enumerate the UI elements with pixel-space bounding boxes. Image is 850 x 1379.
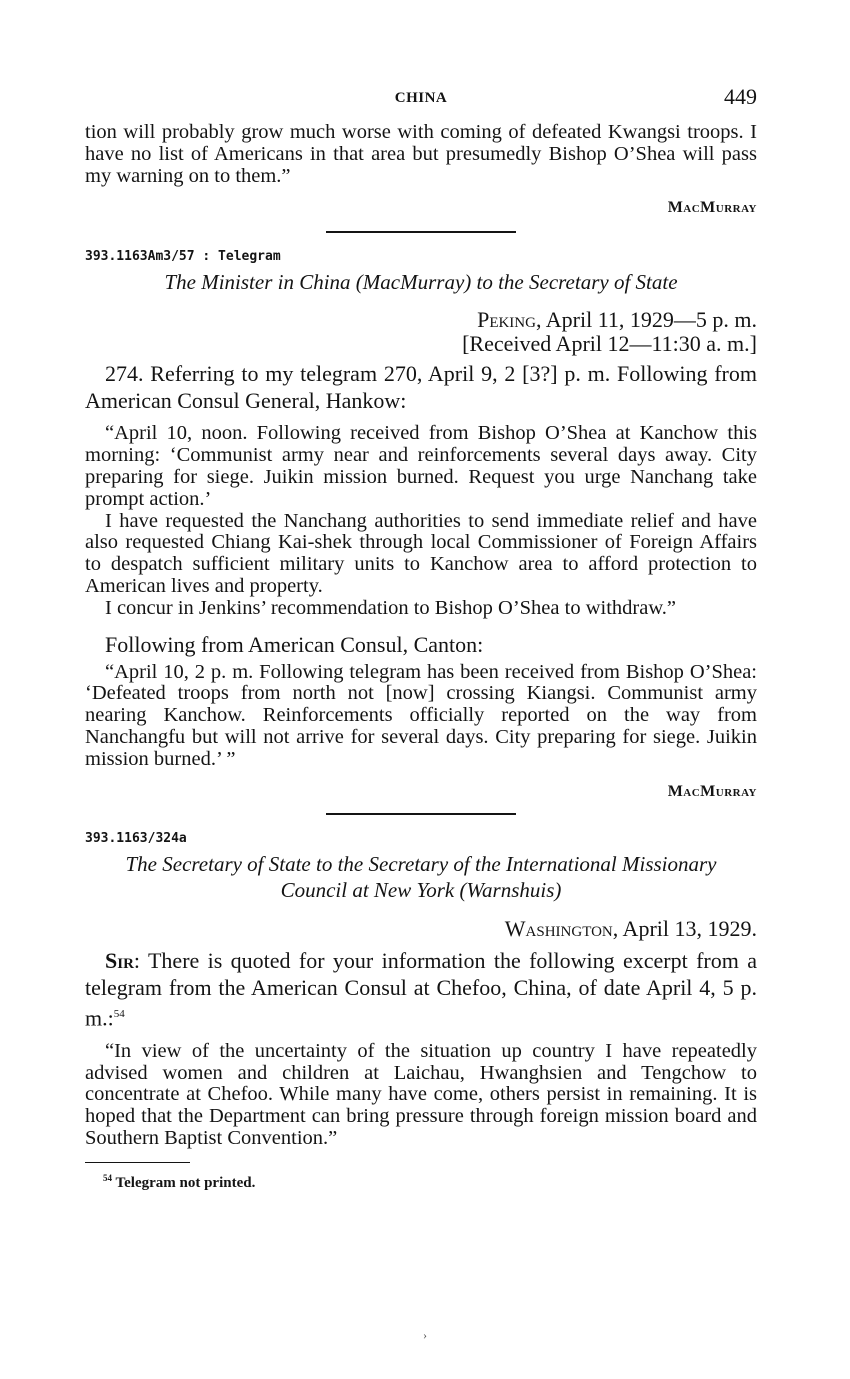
quoted-paragraph: “April 10, 2 p. m. Following telegram has been received from Bishop O’Shea: ‘Defeated troops from north not [now] crossing Kiangsi. Communist army nearing Kanchow. Reinforcements officially reported on the way from Nanchangfu but will not arrive for several days. City preparing for siege. Juikin mission burned.’ ” [85, 660, 757, 770]
dateline-date: , April 11, 1929—5 p. m. [535, 307, 757, 333]
document-title: The Secretary of State to the Secretary of the International Missionary [125, 851, 717, 876]
quoted-paragraph: I have requested the Nanchang authorities to send immediate relief and have also requested Chiang Kai-shek through local Commissioner of Foreign Affairs to despatch sufficient military units to Kanchow area to afford protection to American lives and property. [85, 509, 757, 597]
quoted-paragraph: “In view of the uncertainty of the situation up country I have repeatedly advised women and children at Laichau, Hwanghsien and Tengchow to concentrate at Chefoo. While many have come, others persist in remaining. It is hoped that the Department can bring pressure through foreign mission board and Southern Baptist Convention.” [85, 1039, 757, 1150]
footnote [85, 1173, 757, 1192]
footnote-reference: 54 [113, 1007, 125, 1020]
canton-intro: Following from American Consul, Canton: [105, 631, 484, 657]
letter-text: : There is quoted for your information the following excerpt from a telegram from the American Consul at Chefoo, China, of date April 4, 5 p. m.: [85, 947, 757, 1030]
dateline [85, 917, 757, 941]
signature: MacMurray [667, 782, 757, 800]
file-reference: 393.1163/324a [85, 830, 187, 846]
footnote-mark: 54 [103, 1172, 112, 1183]
dateline-place: Peking [477, 307, 536, 333]
running-title: CHINA [394, 90, 448, 106]
footnote-divider [85, 1162, 190, 1163]
telegram-intro: 274. Referring to my telegram 270, April 9, 2 [3?] p. m. Following from American Consul General, Hankow: [85, 361, 757, 414]
section-divider [326, 813, 516, 815]
section-divider [326, 231, 516, 233]
dateline-date: , April 13, 1929. [612, 915, 757, 941]
document-title-continued: Council at New York (Warnshuis) [280, 877, 562, 902]
document-title: The Minister in China (MacMurray) to the Secretary of State [164, 270, 678, 295]
quoted-paragraph: I concur in Jenkins’ recommendation to Bishop O’Shea to withdraw.” [105, 596, 677, 619]
dateline-place: Washington [504, 915, 613, 941]
continuation-text: tion will probably grow much worse with coming of defeated Kwangsi troops. I have no list of Americans in that area but presumedly Bishop O’Shea will pass my warning on to them.” [85, 121, 757, 187]
received-line: [Received April 12—11:30 a. m.] [462, 331, 757, 357]
salutation: Sir [105, 947, 134, 973]
page-number: 449 [724, 84, 757, 109]
letter-body [85, 947, 757, 1031]
quoted-paragraph: “April 10, noon. Following received from Bishop O’Shea at Kanchow this morning: ‘Communist army near and reinforcements several days away. City preparing for siege. Juikin mission burned. Request you urge Nanchang take prompt action.’ [85, 422, 757, 510]
stray-mark: › [423, 1328, 427, 1342]
page-header [85, 82, 757, 122]
page [85, 82, 757, 1192]
footnote-text: Telegram not printed. [115, 1174, 256, 1191]
file-reference: 393.1163Am3/57 : Telegram [85, 249, 281, 265]
signature: MacMurray [667, 199, 757, 217]
dateline [85, 308, 757, 332]
